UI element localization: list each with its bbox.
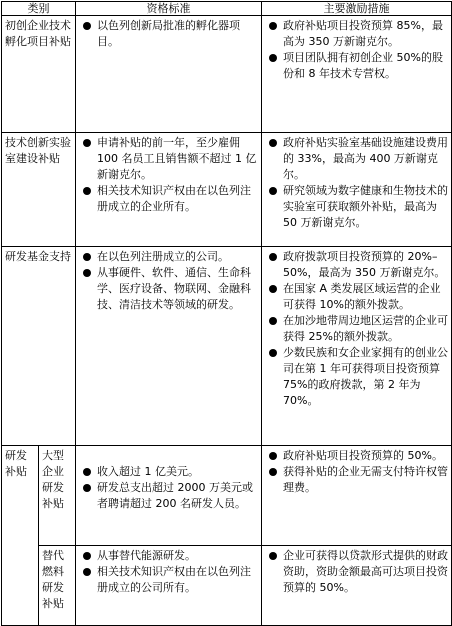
- measure-item: 政府补贴实验室基础设施建设费用的 33%，最高为 400 万新谢克尔。: [265, 135, 448, 183]
- eligibility-item: 从事硬件、软件、通信、生命科学、医疗设备、物联网、金融科技、清洁技术等领域的研发。: [79, 265, 258, 313]
- header-category: 类别: [2, 2, 76, 16]
- eligibility-item: 收入超过 1 亿美元。: [79, 464, 258, 480]
- measure-item: 在国家 A 类发展区域运营的企业可获得 10%的额外拨款。: [265, 281, 448, 313]
- eligibility-item: 研发总支出超过 2000 万美元或者聘请超过 200 名研发人员。: [79, 480, 258, 512]
- eligibility-cell: [76, 16, 262, 133]
- eligibility-item: 相关技术知识产权由在以色列注册成立的企业所有。: [79, 183, 258, 215]
- eligibility-item: 申请补贴的前一年，至少雇佣 100 名员工且销售额不超过 1 亿新谢克尔。: [79, 135, 258, 183]
- measure-item: 在加沙地带周边地区运营的企业可获得 25%的额外拨款。: [265, 313, 448, 345]
- measures-cell: [262, 247, 452, 446]
- table-row: [2, 546, 452, 626]
- measures-cell: [262, 446, 452, 546]
- measure-item: 政府拨款项目投资预算的 20%–50%，最高为 350 万新谢克尔。: [265, 249, 448, 281]
- measure-item: 获得补贴的企业无需支付特许权管理费。: [265, 464, 448, 496]
- eligibility-item: 在以色列注册成立的公司。: [79, 249, 258, 265]
- table-row: [2, 247, 452, 446]
- eligibility-cell: [76, 247, 262, 446]
- eligibility-item: 从事替代能源研发。: [79, 548, 258, 564]
- measure-item: 企业可获得以贷款形式提供的财政资助，资助金额最高可达项目投资预算的 50%。: [265, 548, 448, 596]
- measure-item: 项目团队拥有初创企业 50%的股份和 8 年技术专营权。: [265, 50, 448, 82]
- measures-cell: [262, 16, 452, 133]
- eligibility-cell: [76, 546, 262, 626]
- measure-item: 少数民族和女企业家拥有的创业公司在第 1 年可获得项目投资预算 75%的政府拨款，第 2 年为 70%。: [265, 345, 448, 409]
- incentive-table: [1, 1, 452, 626]
- category-cell: 研发基金支持: [2, 247, 76, 446]
- measures-cell: [262, 546, 452, 626]
- subcategory-cell: 替代燃料研发补贴: [39, 546, 76, 626]
- table-row: [2, 446, 452, 546]
- eligibility-cell: [76, 446, 262, 546]
- table-row: [2, 16, 452, 133]
- header-eligibility: 资格标准: [76, 2, 262, 16]
- measure-item: 研究领域为数字健康和生物技术的实验室可获取额外补贴，最高为 50 万新谢克尔。: [265, 183, 448, 231]
- eligibility-cell: [76, 133, 262, 247]
- header-row: [2, 2, 452, 16]
- measure-item: 政府补贴项目投资预算的 50%。: [265, 448, 448, 464]
- measures-cell: [262, 133, 452, 247]
- table-row: [2, 133, 452, 247]
- subcategory-cell: 大型企业研发补贴: [39, 446, 76, 546]
- category-cell: 技术创新实验室建设补贴: [2, 133, 76, 247]
- eligibility-item: 相关技术知识产权由在以色列注册成立的公司所有。: [79, 564, 258, 596]
- measure-item: 政府补贴项目投资预算 85%，最高为 350 万新谢克尔。: [265, 18, 448, 50]
- eligibility-item: 以色列创新局批准的孵化器项目。: [79, 18, 258, 50]
- category-cell: 研发补贴: [2, 446, 39, 626]
- header-measures: 主要激励措施: [262, 2, 452, 16]
- category-cell: 初创企业技术孵化项目补贴: [2, 16, 76, 133]
